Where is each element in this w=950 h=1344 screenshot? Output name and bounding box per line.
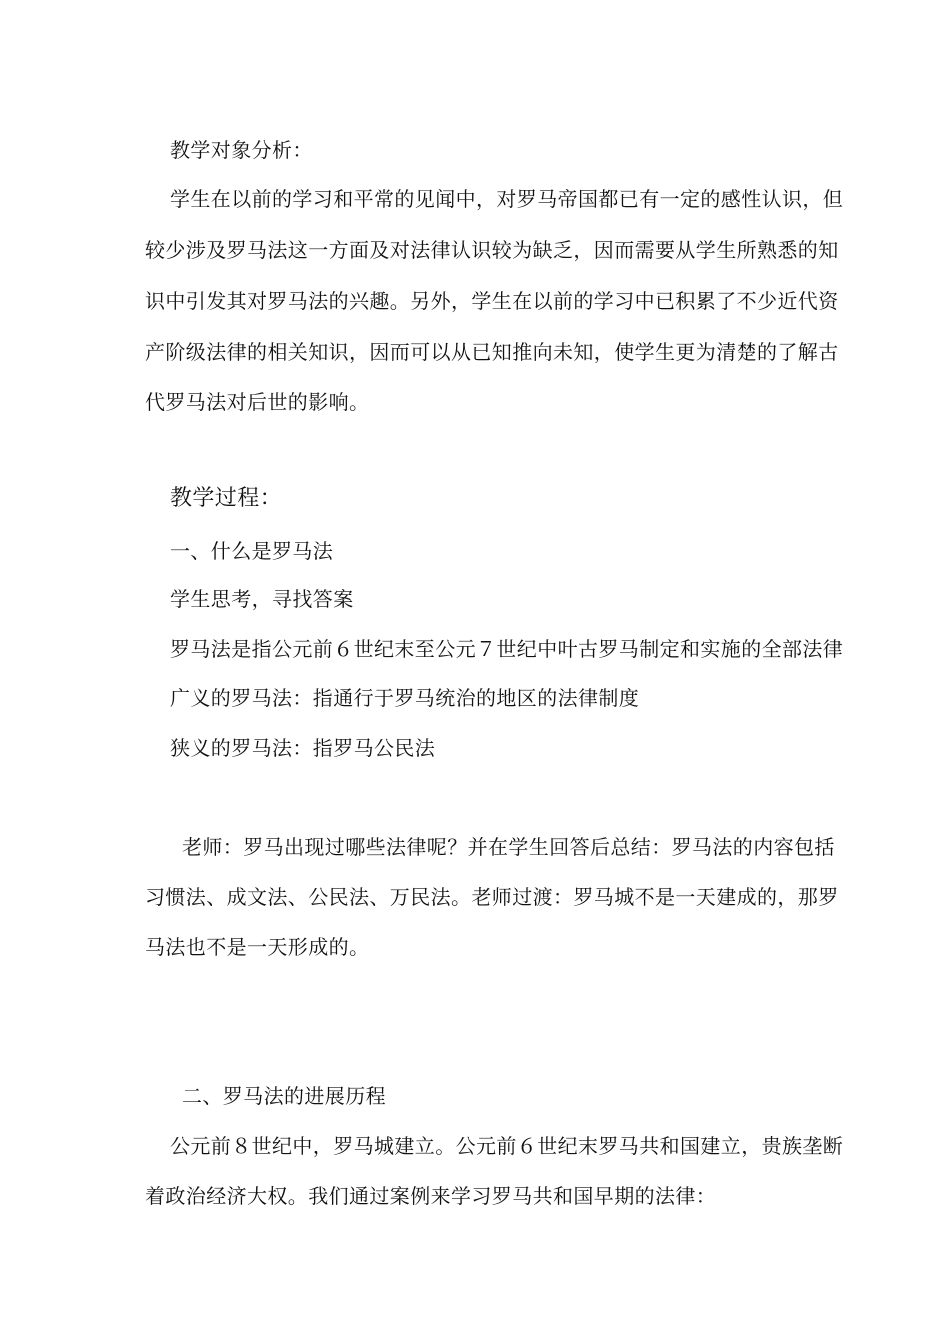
section2-title: 二、罗马法的进展历程 (182, 1084, 386, 1108)
teacher-line-1: 老师：罗马出现过哪些法律呢？并在学生回答后总结：罗马法的内容包括 (182, 835, 835, 859)
analysis-line-1: 学生在以前的学习和平常的见闻中，对罗马帝国都已有一定的感性认识，但 (170, 187, 844, 211)
section1-line-2: 罗马法是指公元前６世纪末至公元７世纪中叶古罗马制定和实施的全部法律 (170, 637, 844, 661)
analysis-line-2: 较少涉及罗马法这一方面及对法律认识较为缺乏，因而需要从学生所熟悉的知 (145, 238, 839, 262)
analysis-line-3: 识中引发其对罗马法的兴趣。另外，学生在以前的学习中已积累了不少近代资 (145, 289, 839, 313)
section1-line-1: 学生思考，寻找答案 (170, 587, 354, 611)
section1-line-3: 广义的罗马法：指通行于罗马统治的地区的法律制度 (170, 686, 640, 710)
analysis-line-4: 产阶级法律的相关知识，因而可以从已知推向未知，使学生更为清楚的了解古 (145, 340, 839, 364)
section2-line-2: 着政治经济大权。我们通过案例来学习罗马共和国早期的法律： (145, 1184, 717, 1208)
section2-line-1: 公元前８世纪中，罗马城建立。公元前６世纪末罗马共和国建立，贵族垄断 (170, 1134, 844, 1158)
section1-title: 一、什么是罗马法 (170, 539, 334, 563)
analysis-heading: 教学对象分析： (170, 138, 313, 162)
analysis-line-5: 代罗马法对后世的影响。 (145, 390, 370, 414)
teacher-line-3: 马法也不是一天形成的。 (145, 935, 370, 959)
teacher-line-2: 习惯法、成文法、公民法、万民法。老师过渡：罗马城不是一天建成的，那罗 (145, 885, 839, 909)
process-heading: 教学过程： (170, 486, 283, 511)
section1-line-4: 狭义的罗马法：指罗马公民法 (170, 736, 436, 760)
